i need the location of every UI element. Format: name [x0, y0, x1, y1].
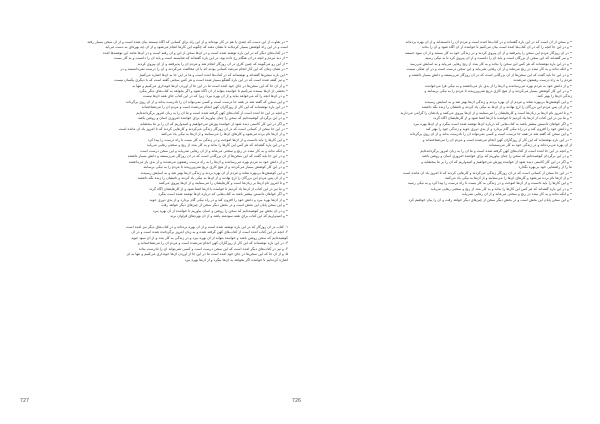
footnote-line: ۲. آنچه در این کتاب آمده است از کتاب‌های کهن گرفته شده و به زبان امروز برگردانده شده است و در آن: [131, 230, 288, 235]
text-line: • و آنکه نداند و به کار نبندد در رنج و سختی می‌ماند و از آن رهایی نمی‌یابد: [461, 192, 572, 197]
text-line: • و این کارها را باید دانست و از آن‌ها آموخت و در زندگی به کار بست تا راه درست را پیدا کرد: [147, 137, 288, 142]
text-line: • و از دانش خود به مردم بهره می‌رساندند و آن‌ها را به راه درست رهنمون می‌شدند و از بدی باز می‌داشتند: [128, 159, 288, 164]
text-line: • و این کوشش‌ها بی‌بهره نماند و مردم از آن بهره بردند و زندگی آن‌ها بهتر شد و به آسایش رسیدند: [140, 170, 288, 175]
text-line: • و از آن‌ها نام برده می‌شود و کارهای آن‌ها را می‌ستایند و از آن‌ها به نیکی یاد می‌کنند: [161, 132, 288, 137]
text-line: • این باره سخن‌ها گفته‌اند و نوشته‌اند که در کتاب‌ها آمده است و ما در این جا به آن‌ها اشاره می‌کنیم: [139, 72, 288, 77]
footnote-line: ۳. در این باره نوشته‌اند که این کار از روزگاران کهن انجام می‌شده است و مردم آن را می‌شناخته‌اند و: [137, 241, 288, 246]
text-line: • در این باره نوشته‌اند که این کار از روزگاران کهن انجام می‌شده است و مردم آن را می‌شناخته‌اند: [141, 105, 288, 110]
text-line: • در همان زمان که این کار انجام می‌شد کسانی بودند که با آن مخالفت می‌کردند و آن را درست نمی‌دانستند و در: [120, 67, 288, 72]
text-line: • و این کارها را باید دانست و از آن‌ها آموخت و در زندگی به کار بست تا راه درست را پیدا کرد و به نیکی رسید: [407, 181, 572, 186]
text-line: • و در این جا باید گفت که این سخن‌ها از آن بزرگانی است که در آن روزگار می‌زیستند و دانش بسیار داشتند: [127, 154, 288, 159]
text-line: • و در این باره گفته‌اند که هر کس این کارها را بداند و به کار بندد از رنج و سختی رهایی می‌یابد: [146, 143, 288, 148]
text-line: • و این کوشش‌ها بی‌بهره نماند و مردم از آن بهره بردند و زندگی آن‌ها بهتر شد و به آسایش رسیدند: [424, 99, 572, 104]
text-line: • و تا امروز نام آن‌ها بر زبان‌ها است و کارهایشان را می‌ستایند و از آن‌ها پیروی می‌کنند و یادشان را گرامی می‌دارند: [400, 110, 572, 115]
text-line: • و آنچه در این جا آمده است از کتاب‌های کهن گرفته شده است و ما آن را به زبان امروز برگردانده‌ایم: [420, 148, 572, 153]
text-line: • و این سخن پایان این بخش است و در بخش دیگر سخن از چیزهای دیگر خواهد رفت: [161, 203, 288, 208]
text-line: • در این باره نوشته‌اند که این کار از روزگاران کهن انجام می‌شده است و مردم آن را می‌شناخته‌اند و: [422, 137, 572, 142]
text-line: • و در آن‌ها آنچه را که می‌خواهد بیابد و از آن بهره ببرد؛ زیرا که در این کتاب جای همه آن‌ها نیست: [142, 94, 288, 99]
left-page: [20, 40, 288, 385]
text-line: زندگی آن‌ها را بهتر کنند: [537, 94, 572, 99]
text-line: • و در این باره گفته‌اند که هر کس این کارها را بداند و به کار بندد از رنج و سختی رهایی می‌یابد: [430, 186, 572, 191]
text-line: • و از آن‌ها نام برده می‌شود و کارهای آن‌ها را می‌ستایند و از آن‌ها به نیکی یاد می‌کنند: [445, 175, 572, 180]
text-line: • و در این کار کوشش بسیار می‌کردند و از هیچ کاری دریغ نمی‌ورزیدند تا مردم را به نیکی برسانند و: [424, 88, 572, 93]
text-line: • و این سخن که گفته شد در همه جا درست است و کسی نمی‌تواند آن را نادرست بداند و از آن روی برگرداند: [125, 99, 288, 104]
text-line: • و در این برگردان کوشیده‌ایم که سخن را چنان بیاوریم که برای خواننده امروزی آسان و روشن باشد: [138, 116, 288, 121]
text-line: • و در این جا آنچه را که در آن کتاب‌ها آمده است بیان می‌کنیم تا خواننده از آن آگاه شود و آن را بداند: [421, 45, 572, 50]
footnote-line: ۱. کتاب در آن روزگار که در این باره نوشته شده است و از آن بهره برده‌اند و در کتاب‌های دیگر نیز آمده است: [126, 224, 288, 229]
text-line: • و از آن پس مردم این بزرگان را ارج نهادند و از آن‌ها به نیکی یاد کردند و نامشان را زنده نگه داشتند: [137, 175, 288, 180]
text-line: • و در این جا باید گفت که این سخن‌ها از آن بزرگانی است که در آن روزگار می‌زیستند و دانش بسیار داشتند و: [408, 72, 572, 77]
text-line: • و دانش خود را افزون کند و در راه نیکی گام بردارد و از بدی دوری جوید و زندگی خود را بهتر کند: [425, 127, 572, 131]
footnote-line: ۵. و از آن جا که این سخن‌ها در جای خود آمده است ما در این جا از آوردن آن‌ها خودداری می‌کنیم و تنها به آن: [126, 252, 288, 257]
text-line: • و از آن جا که این سخن‌ها در جای خود آمده است ما در این جا از آوردن آن‌ها خودداری می‌کنیم و تنها به: [132, 83, 288, 88]
text-line: • بخشی از آن‌ها بسنده می‌کنیم تا خواننده بتواند از آن آگاه شود و اگر بخواهد به کتاب‌های دیگر بنگرد: [139, 88, 288, 93]
left-page-number: 727: [20, 398, 30, 404]
text-line: • و از دانش خود به مردم بهره می‌رساندند و آن‌ها را از بدی باز می‌داشتند و به نیکی فرا می‌خواندند: [424, 83, 572, 88]
footnote-line: کوشیده‌ایم که سخن روشن باشد و خواننده بتواند از آن بهره ببرد و در زندگی به کار بندد و از آن سود جوید: [131, 235, 288, 240]
text-line: • و این سخن که گفته شد در همه جا درست است و کسی نمی‌تواند آن را نادرست بداند و از آن روی برگرداند: [409, 132, 572, 137]
text-line: • و آنکه نداند و به کار نبندد در رنج می‌ماند و از آن رهایی نمی‌یابد و این سخن درست است و در آن شکی نیست: [406, 67, 572, 72]
text-line: • و سخن از آن است که در این باره گفته‌اند و در کتاب‌ها آمده است و مردم آن را دانسته‌اند و از آن بهره برده‌اند: [405, 40, 572, 44]
text-line: • و اگر در این کار کاستی دیده شود از خواننده پوزش می‌خواهیم و امیدواریم که آن را بر ما ببخشاید: [140, 121, 288, 126]
text-line: • در آن روزگار مردم این سخن را پذیرفتند و از آن پیروی کردند و در زندگی خود به کار بستند و از آن سود جستند: [404, 50, 572, 55]
text-line: است و در این راه کوشش بسیار کرده‌اند تا نشان دهند که چگونه این کارها انجام می‌شود و از آن چه بهره‌ای به دست می‌آید: [105, 45, 288, 50]
text-line: • و در این برگردان کوشیده‌ایم که سخن را چنان بیاوریم که برای خواننده امروزی آسان و روشن باشد: [422, 154, 572, 159]
text-line: ما را از راهنمایی خود بی‌بهره نگذارد: [518, 165, 572, 170]
text-line: • و آنچه در این جا آمده است از کتاب‌های کهن گرفته شده است و ما آن را به زبان امروز برگردانده‌ایم: [136, 110, 288, 115]
text-line: • و نیز گفته‌اند که این سخن از بزرگان است و باید آن را دانست و از آن پیروی کرد تا به نیکی رسید: [425, 56, 572, 61]
text-line: • و اگر در این کار کاستی دیده شود از خواننده پوزش می‌خواهیم و امیدواریم که آن را بر ما ببخشاید و: [421, 159, 572, 164]
right-page-number: 726: [292, 398, 302, 404]
text-line: • در این جا سخن از کسانی است که در آن روزگار زندگی می‌کردند و کارهایی کردند که تا امروز یاد آن مانده است: [118, 127, 288, 131]
text-line: • در تفاوت از این دست که چندی با هم در کار بوده‌اند و از این راه برای کسانی که آگاه نیستند بیان شده است و از آن سخن بسیار رفته: [87, 40, 288, 44]
text-line: • و ما نیز در این کتاب از آن‌ها یاد کردیم تا خواننده با آن‌ها آشنا شود و از کارهایشان آگاه گردد: [149, 186, 288, 191]
text-line: • و از آن پس مردم این بزرگان را ارج نهادند و از آن‌ها به نیکی یاد کردند و نامشان را زنده نگه داشتند: [421, 105, 572, 110]
text-line: • و تا امروز نام آن‌ها بر زبان‌ها است و کارهایشان را می‌ستایند و از آن‌ها پیروی می‌کنند: [158, 181, 288, 186]
text-line: • و نیز گفته شده است که در این باره گفتگو بسیار شده است و هر کس سخنی گفته است که با دیگری یکسان نیست: [114, 78, 288, 83]
text-line: • از این رو می‌گویند که چنین کاری در آن روزگار انجام شد و مردم آن را پذیرفتند و از آن پیروی کردند: [137, 61, 288, 66]
text-line: • و ما نیز در این کتاب از آن‌ها یاد کردیم تا خواننده با آن‌ها آشنا شود و از کارهایشان آگاه گردد: [433, 116, 572, 121]
text-line: • در کتاب‌های دیگر که در این باره نوشته شده است و در آن‌ها سخن از این و آن رفته است و در آن‌ها مانند این نوشته‌ها آمده: [102, 50, 288, 55]
text-line: • و اگر خواهان دانستن بیشتر باشد به کتاب‌هایی که درباره آن‌ها نوشته شده است بنگرد و از آن‌ها بهره ببرد: [413, 121, 572, 126]
text-line: • و امیدواریم که این کتاب برای همه سودمند باشد و از آن بهره‌های فراوان برند: [170, 214, 288, 218]
text-line: • و در این باره نوشته‌اند که هر کس این سخن را بداند و به کار بندد از رنج رهایی می‌یابد و به آسایش می‌رسد: [409, 61, 572, 66]
text-line: • و در این کار کوشش بسیار می‌کردند و از هیچ کاری دریغ نمی‌ورزیدند تا مردم را به نیکی برسانند: [143, 165, 288, 170]
right-page: [304, 40, 572, 385]
footnote-line: اشاره کرده‌ایم تا خواننده اگر بخواهد به آن‌ها بنگرد و از آن‌ها بهره ببرد: [184, 257, 288, 262]
text-line: مردم را به راه درست رهنمون می‌شدند: [513, 78, 572, 83]
text-line: • و این سخن پایان این بخش است و در بخش دیگر سخن از چیزهای دیگر خواهد رفت و آن را بیان خواهیم کرد: [408, 197, 572, 202]
footnote-line: ۴. و نیز در کتاب‌های دیگر آمده است که این سخن درست است و کسی نمی‌تواند آن را نادرست بداند: [138, 246, 288, 251]
text-line: • و از آن‌ها بهره ببرد و دانش خود را افزون کند و در راه نیکی گام بردارد و از بدی دوری جوید: [149, 197, 288, 202]
text-line: • در این جا سخن از کسانی است که در آن روزگار زندگی می‌کردند و کارهایی کردند که تا امروز یاد آن مانده است: [402, 170, 572, 175]
text-line: • و اگر خواهان دانستن بیشتر باشد به کتاب‌هایی که درباره آن‌ها نوشته شده است بنگرد: [158, 192, 288, 197]
text-line: • و آنکه نداند و به کار نبندد در رنج و سختی می‌ماند و از آن رهایی نمی‌یابد و این سخن درست است: [140, 148, 288, 153]
text-line: از آن بهره می‌برده‌اند و در زندگی خود به کار می‌بسته‌اند: [488, 143, 572, 148]
text-line: • و در آن بخش نیز کوشیده‌ایم که سخن را روشن و آسان بیاوریم تا خواننده از آن بهره ببرد: [152, 208, 288, 213]
text-line: • از دید مردم و آنچه در آن هنگام رخ داده بود، در این باره گفته‌اند که شایسته است و باید آن را دانست و به کار بست: [114, 56, 288, 61]
